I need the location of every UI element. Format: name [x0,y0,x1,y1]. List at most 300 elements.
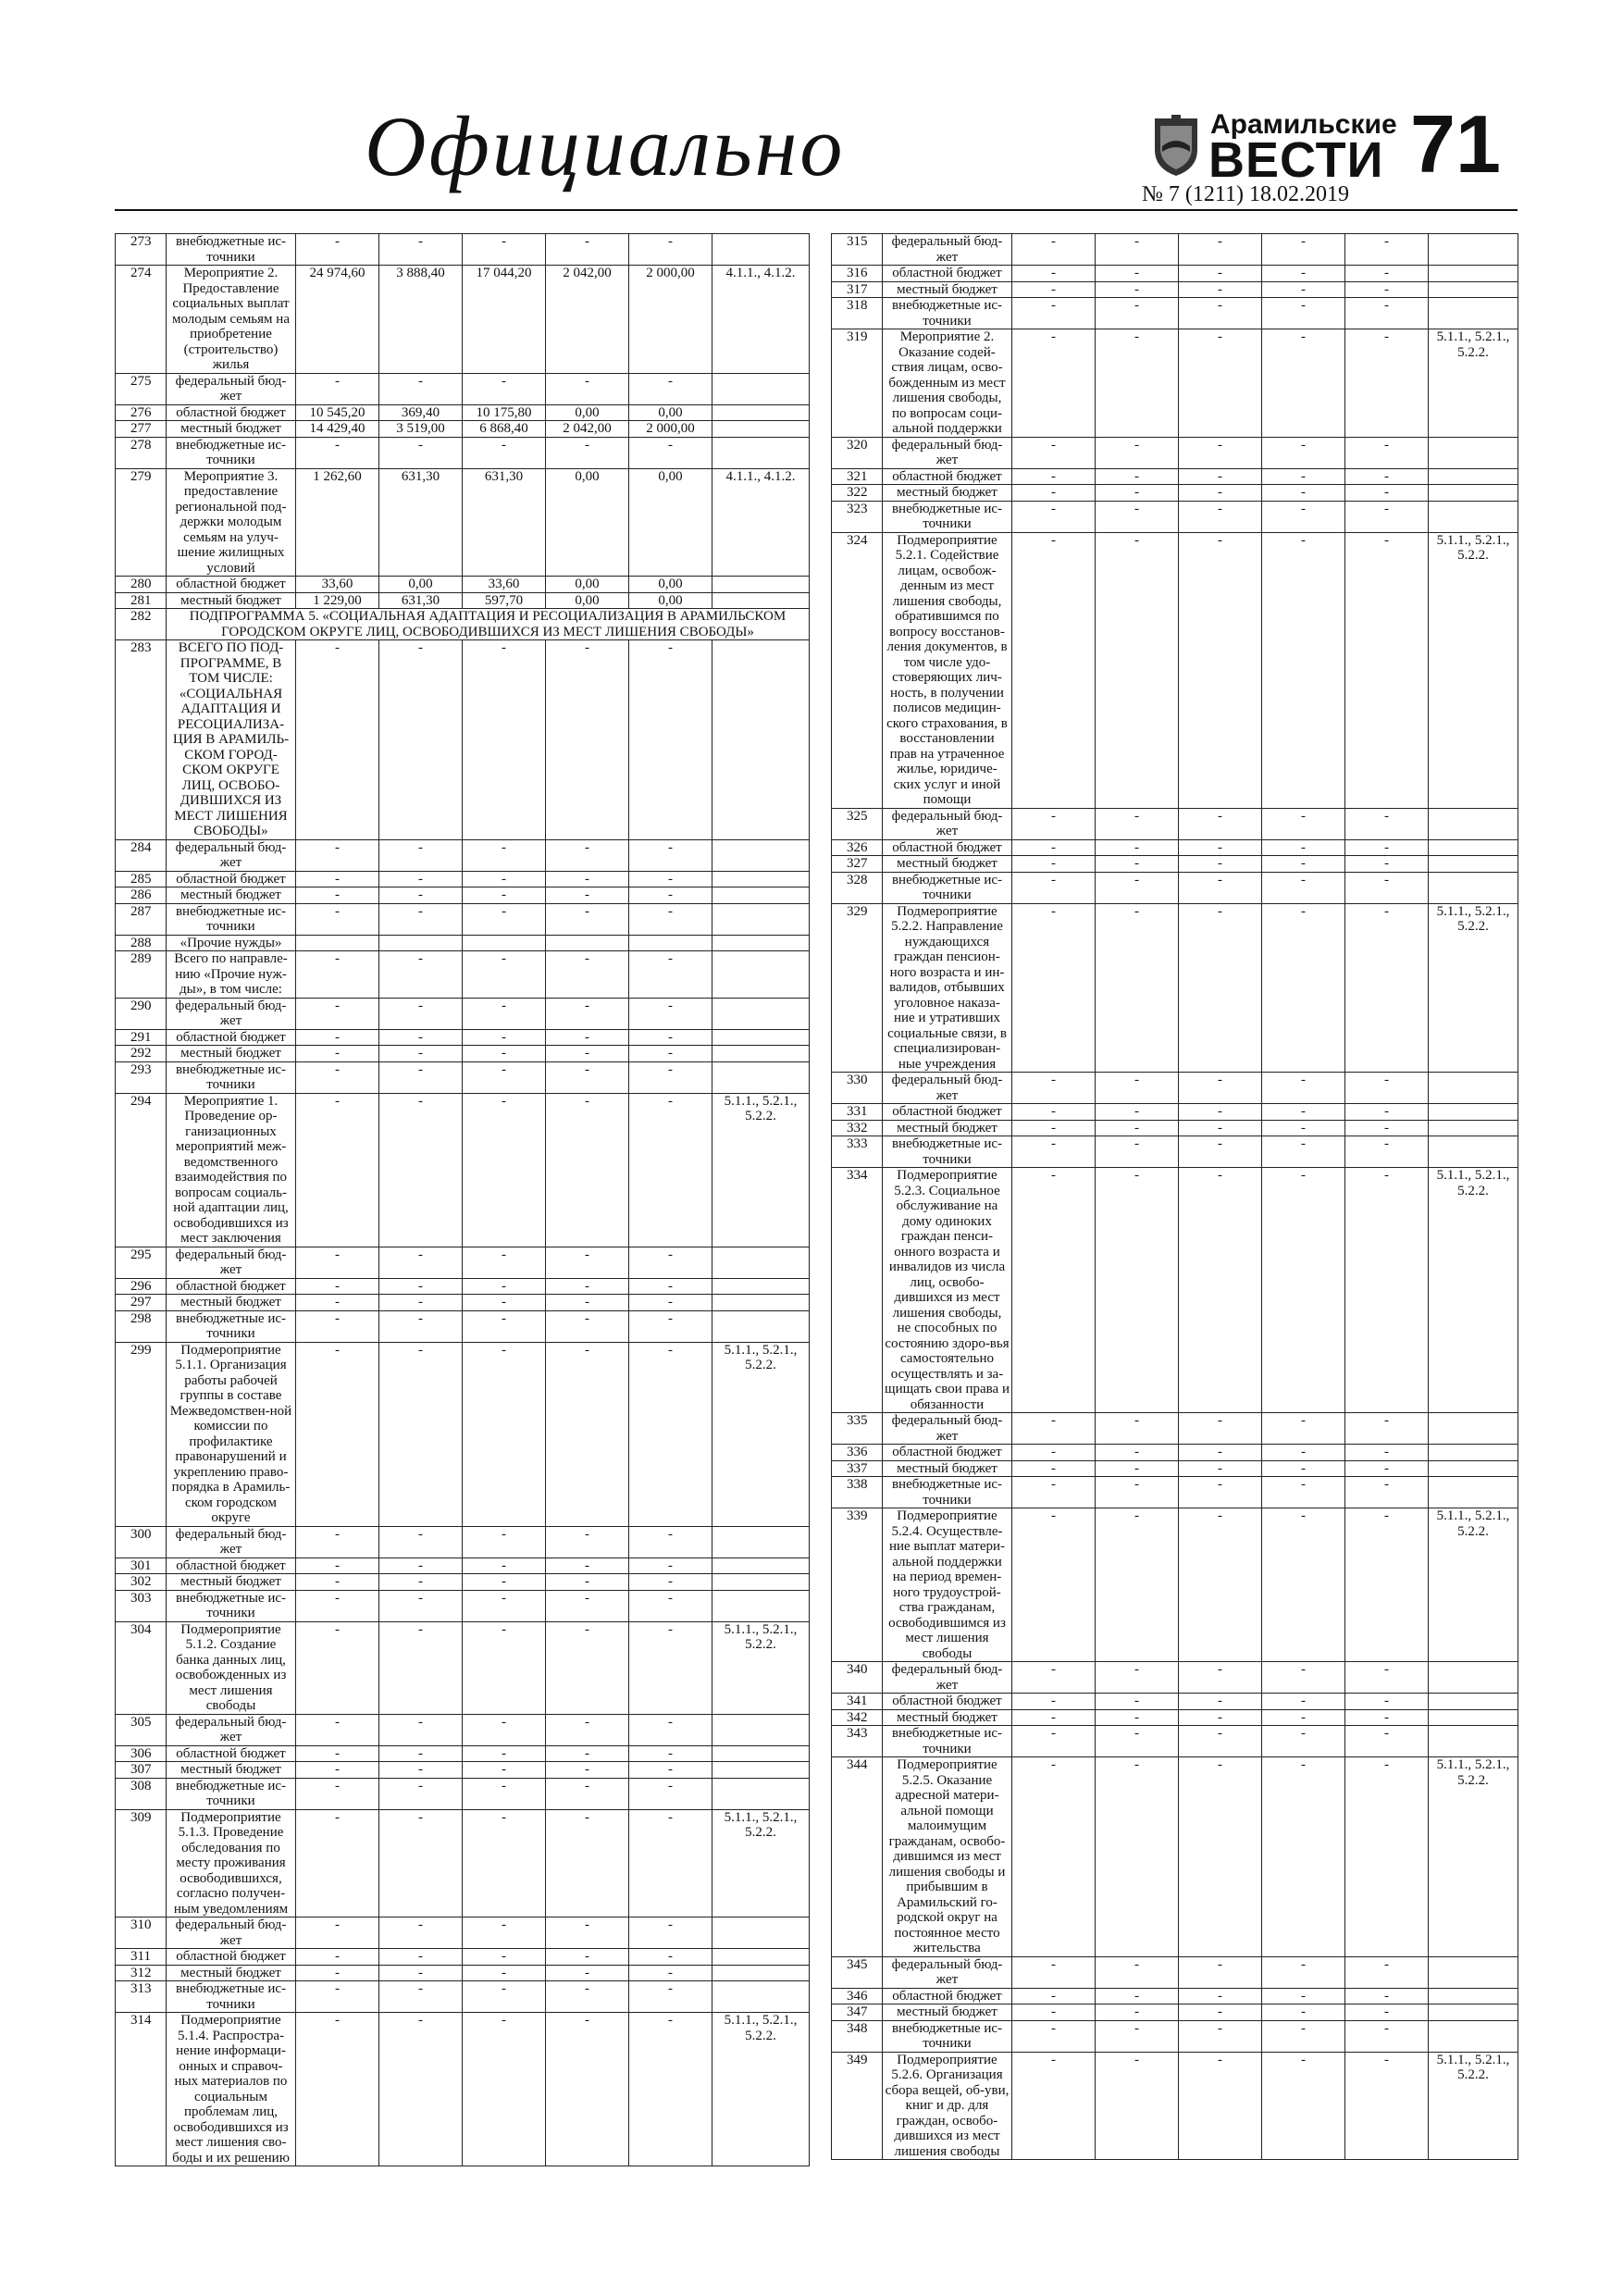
total-value: - [1012,298,1096,329]
total-value: - [1012,903,1096,1073]
row-number: 303 [116,1590,167,1621]
total-value: - [1012,1136,1096,1168]
total-value: - [296,1310,379,1342]
table-row [832,501,1518,532]
year-2020-value: - [463,1247,546,1278]
total-value: - [1012,1413,1096,1445]
table-row [116,1621,810,1714]
row-name: местный бюджет [883,2004,1012,2021]
year-2019-value: - [379,1590,463,1621]
target-reference: 5.1.1., 5.2.1., 5.2.2. [1429,1757,1518,1957]
target-reference [712,404,810,421]
year-2022-value: - [1345,1508,1429,1662]
year-2022-value: - [1345,1120,1429,1136]
row-number: 312 [116,1965,167,1981]
row-name: местный бюджет [883,1709,1012,1726]
target-reference [712,951,810,999]
year-2020-value: - [1179,1413,1262,1445]
row-name: внебюджетные ис-точники [167,1061,296,1093]
year-2019-value: - [1096,1956,1179,1988]
year-2019-value: - [379,998,463,1029]
row-name: внебюджетные ис-точники [167,903,296,935]
year-2019-value: - [1096,1120,1179,1136]
target-reference [1429,266,1518,282]
year-2020-value: 33,60 [463,577,546,593]
logo-main-text: ВЕСТИ [1208,132,1384,188]
row-number: 348 [832,2020,883,2052]
table-row [832,1757,1518,1957]
year-2020-value: - [463,1046,546,1062]
row-name: внебюджетные ис-точники [883,872,1012,903]
year-2020-value: - [1179,2020,1262,2052]
year-2022-value: - [1345,903,1429,1073]
year-2019-value: - [379,1093,463,1247]
year-2020-value: - [463,998,546,1029]
total-value: 24 974,60 [296,266,379,374]
year-2020-value: - [463,1526,546,1558]
year-2020-value: - [463,887,546,904]
target-reference: 5.1.1., 5.2.1., 5.2.2. [712,1809,810,1917]
target-reference [712,1714,810,1745]
total-value: - [296,1778,379,1809]
total-value: - [1012,1988,1096,2004]
row-name: местный бюджет [167,887,296,904]
year-2021-value: - [1262,2004,1345,2021]
year-2021-value: - [1262,1445,1345,1461]
year-2019-value: - [1096,266,1179,282]
target-reference [1429,1120,1518,1136]
total-value: - [1012,1460,1096,1477]
table-row [832,298,1518,329]
year-2022-value: - [1345,1460,1429,1477]
row-number: 305 [116,1714,167,1745]
year-2019-value: - [379,1745,463,1762]
table-row [832,437,1518,468]
year-2021-value: - [546,437,629,468]
target-reference [1429,298,1518,329]
year-2020-value: - [1179,298,1262,329]
row-number: 336 [832,1445,883,1461]
year-2019-value: - [379,234,463,266]
year-2020-value: - [1179,1726,1262,1757]
year-2022-value: - [1345,1956,1429,1988]
row-number: 328 [832,872,883,903]
year-2020-value: - [1179,329,1262,438]
year-2019-value: - [379,1809,463,1917]
year-2020-value: - [1179,1694,1262,1710]
year-2022-value: - [1345,1694,1429,1710]
total-value: - [1012,1168,1096,1413]
budget-table-left [115,233,810,2166]
row-number: 277 [116,421,167,438]
year-2022-value: - [629,1061,712,1093]
target-reference [1429,281,1518,298]
target-reference [712,1310,810,1342]
year-2020-value: - [463,1278,546,1295]
year-2019-value: - [1096,485,1179,502]
year-2022-value: - [629,1342,712,1526]
row-name: областной бюджет [167,871,296,887]
year-2021-value: - [546,903,629,935]
year-2020-value: - [1179,1445,1262,1461]
year-2022-value: - [1345,1662,1429,1694]
year-2019-value: - [379,1342,463,1526]
year-2022-value: - [1345,856,1429,873]
total-value: - [1012,1709,1096,1726]
year-2020-value: - [463,640,546,840]
year-2021-value: - [546,1046,629,1062]
year-2022-value: - [629,640,712,840]
year-2020-value: - [463,1295,546,1311]
year-2022-value: - [629,1745,712,1762]
target-reference [712,1247,810,1278]
table-row [832,1413,1518,1445]
row-number: 292 [116,1046,167,1062]
row-number: 281 [116,592,167,609]
year-2021-value: - [1262,1104,1345,1121]
year-2022-value: 0,00 [629,577,712,593]
row-name: местный бюджет [883,1460,1012,1477]
year-2019-value: - [1096,234,1179,266]
row-name: местный бюджет [883,281,1012,298]
target-reference [712,1029,810,1046]
year-2021-value: 0,00 [546,468,629,577]
year-2020-value: - [463,1342,546,1526]
row-number: 310 [116,1917,167,1949]
section-title: Официально [365,99,846,193]
target-reference [1429,1709,1518,1726]
table-row [116,1949,810,1966]
total-value: 33,60 [296,577,379,593]
target-reference [1429,1104,1518,1121]
year-2021-value: - [546,1621,629,1714]
year-2020-value: - [463,1965,546,1981]
table-row [116,437,810,468]
row-name: областной бюджет [167,1745,296,1762]
subprogram-title: ПОДПРОГРАММА 5. «СОЦИАЛЬНАЯ АДАПТАЦИЯ И РЕСОЦИАЛИЗАЦИЯ В АРАМИЛЬСКОМ ГОРОДСКОМ ОКРУГЕ ЛИЦ, ОСВОБОДИВШИХСЯ ИЗ МЕСТ ЛИШЕНИЯ СВОБОДЫ» [167,609,810,640]
table-row [116,951,810,999]
table-row [832,1073,1518,1104]
target-reference [1429,872,1518,903]
year-2021-value: - [1262,266,1345,282]
target-reference: 4.1.1., 4.1.2. [712,468,810,577]
row-number: 283 [116,640,167,840]
table-row [116,1046,810,1062]
row-name: федеральный бюд-жет [167,1247,296,1278]
year-2022-value: - [1345,872,1429,903]
row-name: Подмероприятие 5.1.3. Проведение обследования по месту проживания освободившихся, согласно получен-ным уведомлениям [167,1809,296,1917]
year-2020-value: - [463,1917,546,1949]
target-reference [1429,1694,1518,1710]
row-number: 293 [116,1061,167,1093]
year-2022-value: - [629,1714,712,1745]
year-2019-value: - [379,1621,463,1714]
row-number: 299 [116,1342,167,1526]
target-reference [712,592,810,609]
year-2022-value: - [629,1965,712,1981]
year-2019-value: - [379,1965,463,1981]
year-2020-value: - [463,871,546,887]
table-row [832,2052,1518,2160]
year-2019-value: - [1096,437,1179,468]
total-value: - [1012,501,1096,532]
year-2021-value: - [1262,1168,1345,1413]
year-2019-value: 3 519,00 [379,421,463,438]
row-name: федеральный бюд-жет [883,808,1012,839]
total-value: - [1012,839,1096,856]
table-row [116,1342,810,1526]
row-number: 273 [116,234,167,266]
year-2022-value: - [629,1093,712,1247]
row-number: 318 [832,298,883,329]
year-2020-value: - [1179,1988,1262,2004]
year-2021-value: - [546,1949,629,1966]
total-value: - [1012,1104,1096,1121]
row-name: федеральный бюд-жет [167,998,296,1029]
year-2019-value: - [1096,903,1179,1073]
target-reference [712,887,810,904]
total-value: - [1012,1662,1096,1694]
year-2022-value: - [629,839,712,871]
year-2022-value: - [1345,234,1429,266]
year-2019-value: - [379,1310,463,1342]
row-name: Подмероприятие 5.2.1. Содействие лицам, освобож-денным из мест лишения свободы, обратившимся по вопросу восстанов-ления документов, в том числе удо-стоверяющих лич-ность, в получении полисов медицин-ского страхования, в восстановлении прав на утраченное жилье, юридиче-ских услуг и иной помощи [883,532,1012,808]
year-2021-value: - [1262,1136,1345,1168]
year-2021-value: 0,00 [546,577,629,593]
year-2020-value: - [1179,234,1262,266]
row-number: 284 [116,839,167,871]
year-2022-value: - [1345,266,1429,282]
year-2022-value: - [629,1949,712,1966]
year-2019-value: - [379,1046,463,1062]
total-value: - [296,1295,379,1311]
year-2021-value: - [1262,1477,1345,1508]
year-2019-value: - [1096,1445,1179,1461]
total-value: - [1012,266,1096,282]
year-2019-value: - [379,871,463,887]
table-row [116,1061,810,1093]
row-name: Подмероприятие 5.1.2. Создание банка данных лиц, освобожденных из мест лишения свободы [167,1621,296,1714]
year-2022-value: - [1345,281,1429,298]
table-row [116,2013,810,2166]
year-2021-value: - [1262,1709,1345,1726]
year-2021-value: - [1262,1073,1345,1104]
total-value: 1 229,00 [296,592,379,609]
year-2020-value: - [1179,839,1262,856]
year-2020-value: - [1179,1168,1262,1413]
year-2022-value: - [629,234,712,266]
table-row [116,468,810,577]
row-number: 338 [832,1477,883,1508]
row-name: областной бюджет [883,468,1012,485]
year-2020-value: - [1179,1477,1262,1508]
table-row [832,1120,1518,1136]
table-row [832,1445,1518,1461]
year-2022-value: - [629,998,712,1029]
table-row [832,1988,1518,2004]
year-2020-value: - [463,839,546,871]
year-2020-value: 597,70 [463,592,546,609]
row-number: 316 [832,266,883,282]
total-value: - [296,234,379,266]
year-2021-value: - [546,1310,629,1342]
year-2020-value: - [1179,2052,1262,2160]
row-name: областной бюджет [167,1949,296,1966]
year-2019-value: - [1096,1988,1179,2004]
year-2020-value: - [1179,872,1262,903]
year-2021-value: - [546,1247,629,1278]
table-row [832,234,1518,266]
row-number: 289 [116,951,167,999]
target-reference [712,1590,810,1621]
year-2022-value: - [1345,1445,1429,1461]
row-name: внебюджетные ис-точники [167,234,296,266]
year-2021-value: - [546,373,629,404]
year-2019-value: - [1096,1477,1179,1508]
total-value: - [1012,2052,1096,2160]
row-name: местный бюджет [167,421,296,438]
table-row [116,266,810,374]
target-reference [1429,234,1518,266]
year-2019-value: 631,30 [379,592,463,609]
header-divider [115,209,1518,211]
newspaper-logo [1147,109,1397,189]
total-value: - [296,871,379,887]
year-2019-value: - [1096,298,1179,329]
year-2019-value: - [1096,329,1179,438]
target-reference [712,903,810,935]
table-row [116,1029,810,1046]
year-2019-value: - [379,1558,463,1574]
year-2020-value: 631,30 [463,468,546,577]
row-name: областной бюджет [167,577,296,593]
row-number: 309 [116,1809,167,1917]
total-value: - [1012,1956,1096,1988]
row-name: внебюджетные ис-точники [883,298,1012,329]
row-name: внебюджетные ис-точники [167,1590,296,1621]
table-row [832,1709,1518,1726]
target-reference [1429,1988,1518,2004]
issue-number: № 7 (1211) 18.02.2019 [1142,182,1349,206]
year-2019-value: - [379,2013,463,2166]
total-value: - [1012,1445,1096,1461]
year-2019-value: - [379,951,463,999]
table-row [116,592,810,609]
table-row [116,839,810,871]
total-value: - [296,1981,379,2013]
table-row [116,1278,810,1295]
total-value: - [296,839,379,871]
total-value: - [296,951,379,999]
year-2022-value: 0,00 [629,468,712,577]
year-2020-value: - [463,1778,546,1809]
year-2022-value: - [629,1917,712,1949]
year-2021-value: - [1262,2020,1345,2052]
year-2019-value: - [1096,1073,1179,1104]
row-number: 347 [832,2004,883,2021]
row-name: федеральный бюд-жет [883,1662,1012,1694]
target-reference [1429,1073,1518,1104]
table-row [832,872,1518,903]
target-reference [1429,2004,1518,2021]
year-2021-value: - [1262,1726,1345,1757]
target-reference [712,421,810,438]
year-2020-value: - [463,1745,546,1762]
year-2021-value: - [546,1029,629,1046]
table-row [116,640,810,840]
row-number: 294 [116,1093,167,1247]
year-2022-value: - [629,1029,712,1046]
row-number: 278 [116,437,167,468]
year-2019-value: - [1096,1726,1179,1757]
target-reference [712,871,810,887]
year-2021-value: - [546,998,629,1029]
row-number: 282 [116,609,167,640]
row-number: 326 [832,839,883,856]
row-number: 306 [116,1745,167,1762]
table-row [116,1558,810,1574]
target-reference [1429,437,1518,468]
total-value: - [296,1046,379,1062]
total-value: - [296,1745,379,1762]
row-number: 301 [116,1558,167,1574]
target-reference [712,1981,810,2013]
year-2022-value: - [1345,2004,1429,2021]
total-value: - [296,1558,379,1574]
total-value: 1 262,60 [296,468,379,577]
table-row [116,1310,810,1342]
row-number: 300 [116,1526,167,1558]
year-2022-value: - [1345,2052,1429,2160]
year-2022-value: - [1345,1757,1429,1957]
year-2022-value: - [1345,468,1429,485]
table-row [116,998,810,1029]
total-value: - [1012,808,1096,839]
year-2019-value: - [1096,839,1179,856]
table-row [116,404,810,421]
table-row [116,1247,810,1278]
total-value: - [1012,1726,1096,1757]
budget-table-right [831,233,1518,2160]
total-value: - [296,1526,379,1558]
row-number: 349 [832,2052,883,2160]
year-2020-value: 6 868,40 [463,421,546,438]
row-number: 297 [116,1295,167,1311]
row-number: 280 [116,577,167,593]
total-value: - [296,640,379,840]
total-value: 14 429,40 [296,421,379,438]
year-2022-value: 2 000,00 [629,266,712,374]
total-value: - [296,903,379,935]
year-2019-value: - [1096,468,1179,485]
row-number: 334 [832,1168,883,1413]
total-value: - [1012,2004,1096,2021]
target-reference [1429,1726,1518,1757]
year-2021-value: - [546,1778,629,1809]
page-header [115,100,1518,211]
year-2021-value: 2 042,00 [546,266,629,374]
year-2019-value: - [1096,1757,1179,1957]
year-2021-value: - [546,1590,629,1621]
table-row [116,1295,810,1311]
year-2019-value: - [379,1526,463,1558]
logo-top-text: Арамильские [1210,109,1397,140]
row-name: областной бюджет [883,266,1012,282]
target-reference: 5.1.1., 5.2.1., 5.2.2. [1429,329,1518,438]
year-2022-value: 0,00 [629,404,712,421]
year-2022-value: - [1345,1726,1429,1757]
row-name: внебюджетные ис-точники [167,1310,296,1342]
